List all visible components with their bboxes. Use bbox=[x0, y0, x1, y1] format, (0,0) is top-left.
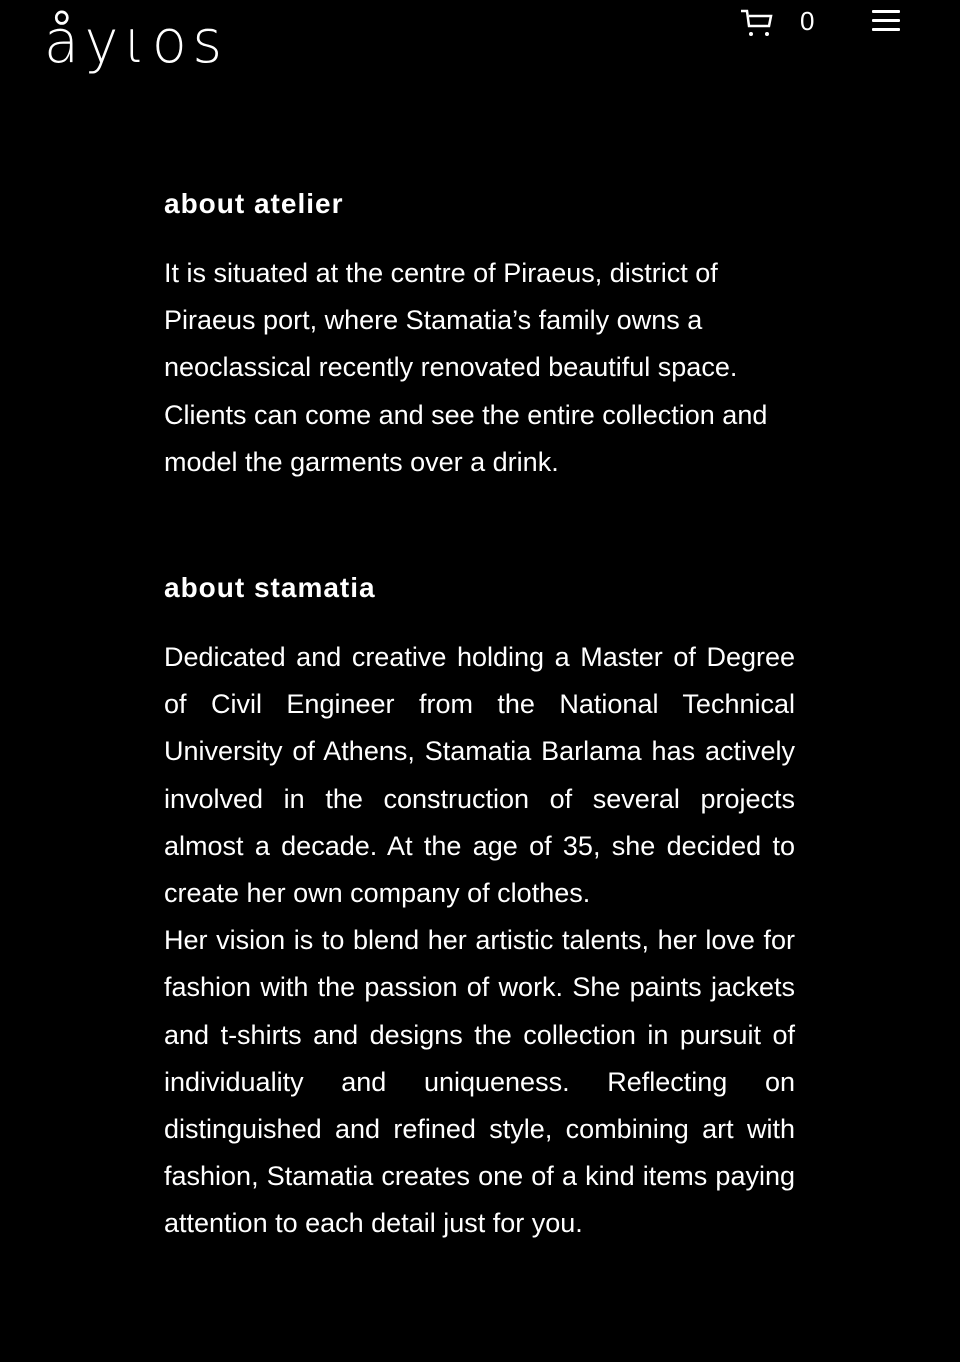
paragraph: Dedicated and creative holding a Master of Degree of Civil Engineer from the National Technical University of Athens, Stamatia Barlama has actively involved in the construction of several projects almost a decade. At the age of 35, she decided to create her own company of clothes. bbox=[164, 642, 795, 909]
section-title: about atelier bbox=[164, 188, 344, 219]
paragraph: Her vision is to blend her artistic talents, her love for fashion with the passion of work. She paints jackets and t-shirts and designs the collection in pursuit of individuality and uniqueness. Reflecting on distinguished and refined style, combining art with fashion, Stamatia creates one of a kind items paying attention to each detail just for you. bbox=[164, 925, 795, 1239]
paragraph: It is situated at the centre of Piraeus, district of Piraeus port, where Stamatia’s family owns a neoclassical recently renovated beautiful space. Clients can come and see the entire collection and model the garments over a drink. bbox=[164, 258, 768, 477]
cart-icon[interactable] bbox=[740, 8, 774, 38]
about-atelier-section bbox=[164, 180, 795, 486]
menu-icon[interactable] bbox=[872, 10, 900, 34]
section-title: about stamatia bbox=[164, 572, 376, 604]
cart-count[interactable]: 0 bbox=[800, 6, 815, 36]
main-content bbox=[164, 180, 795, 1248]
about-stamatia-section bbox=[164, 564, 795, 1248]
logo[interactable]: åyιos bbox=[44, 7, 228, 77]
